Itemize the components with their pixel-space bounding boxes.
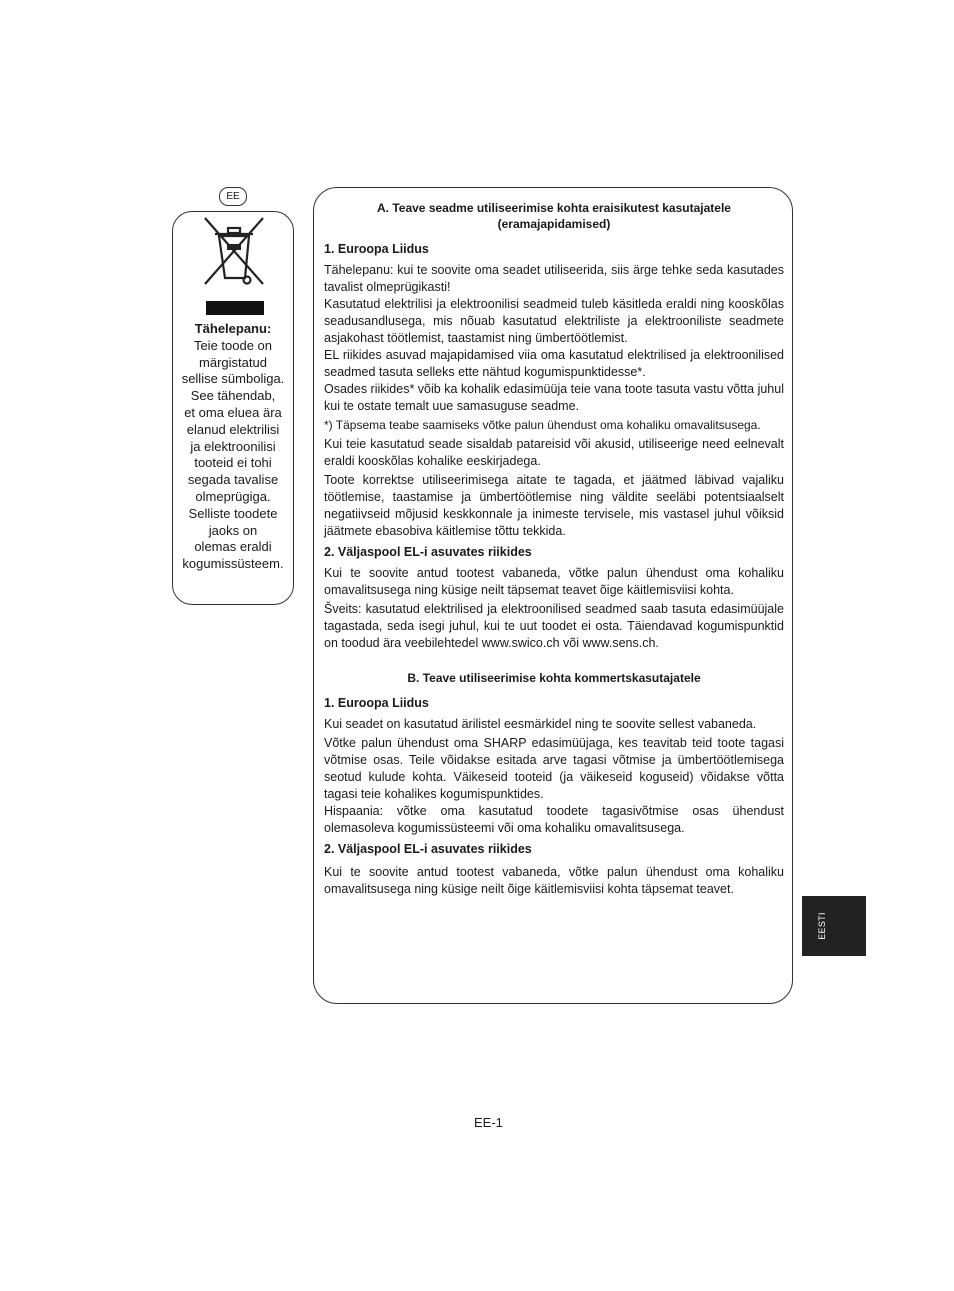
weee-notice-box bbox=[172, 211, 294, 605]
sidebar-line: olmeprügiga. bbox=[195, 488, 271, 504]
paragraph: Kui seadet on kasutatud ärilistel eesmärkidel ning te soovite sellest vabaneda. bbox=[324, 717, 757, 731]
paragraph: Kui te soovite antud tootest vabaneda, võtke palun ühendust oma kohaliku omavalitsusega ning küsige neilt õige käitlemisviisi kohta täpsemat teavet. bbox=[324, 865, 784, 896]
paragraph: EL riikides asuvad majapidamised viia oma kasutatud elektrilised ja elektroonilised seadmed tasuta selleks ette nähtud kogumispunktidesse*. bbox=[324, 348, 784, 379]
sidebar-line: ja elektroonilisi bbox=[190, 438, 276, 454]
sidebar-line: Selliste toodete bbox=[188, 505, 278, 521]
page-number: EE-1 bbox=[474, 1115, 503, 1130]
section-a-sub2: 2. Väljaspool EL-i asuvates riikides bbox=[324, 545, 532, 559]
sidebar-line: tooteid ei tohi bbox=[194, 455, 272, 471]
paragraph: Šveits: kasutatud elektrilised ja elektroonilised seadmed saab tasuta edasimüüjale tagastada, seda isegi juhul, kui te uut toodet ei osta. Täiendavad kogumispunktid on toodud ära veebilehtedel www.swico.ch või www.sens.ch. bbox=[324, 602, 784, 650]
paragraph: Tähelepanu: kui te soovite oma seadet utiliseerida, siis ärge tehke seda kasutades tavalist olmeprügikasti! bbox=[324, 263, 784, 294]
sidebar-line: Teie toode on bbox=[193, 337, 273, 353]
crossed-out-bin-icon bbox=[199, 214, 269, 290]
paragraph: Kui te soovite antud tootest vabaneda, võtke palun ühendust oma kohaliku omavalitsusega ning küsige neilt täpsemat teavet õige käitlemisviisi kohta. bbox=[324, 566, 784, 597]
paragraph: Kui teie kasutatud seade sisaldab patareisid või akusid, utiliseerige need eelnevalt eraldi kooskõlas kohalike eeskirjadega. bbox=[324, 437, 784, 468]
content bbox=[324, 200, 784, 898]
section-a-heading-line1: A. Teave seadme utiliseerimise kohta eraisikutest kasutajatele bbox=[377, 201, 731, 215]
sidebar-line: märgistatud bbox=[199, 354, 267, 370]
sidebar-title: Tähelepanu: bbox=[194, 321, 272, 336]
language-tab bbox=[802, 896, 866, 956]
section-b-sub2: 2. Väljaspool EL-i asuvates riikides bbox=[324, 842, 532, 856]
section-a-heading bbox=[324, 200, 784, 232]
sidebar-line: sellise sümboliga. bbox=[181, 371, 285, 387]
paragraph: Osades riikides* võib ka kohalik edasimüüja teie vana toote tasuta vastu võtta juhul kui te ostate temalt uue samasuguse seadme. bbox=[324, 382, 784, 413]
sidebar-line: et oma eluea ära bbox=[184, 404, 282, 420]
sidebar-line: kogumissüsteem. bbox=[182, 556, 284, 572]
language-badge: EE bbox=[219, 187, 247, 206]
sidebar-line: jaoks on bbox=[208, 522, 258, 538]
sidebar-text bbox=[173, 321, 293, 573]
paragraph: Hispaania: võtke oma kasutatud toodete tagasivõtmise osas ühendust olemasoleva kogumissüsteemi või oma kohaliku omavalitsusega. bbox=[324, 804, 784, 835]
paragraph: Kasutatud elektrilisi ja elektroonilisi seadmeid tuleb käsitleda eraldi ning kooskõlas seadusandlusega, mis nõuab kasutatud elektriliste ja elektrooniliste seadmete asjakohast töötlemist, taastamist ning ümbertöötlemist. bbox=[324, 297, 784, 345]
sidebar-line: See tähendab, bbox=[190, 388, 276, 404]
paragraph: Toote korrektse utiliseerimisega aitate te tagada, et jäätmed läbivad vajaliku töötlemise, taastamise ja ümbertöötlemise ning väldite seeläbi potentsiaalselt negatiivseid mõjusid keskkonnale ja inimeste tervisele, mis vastasel juhul võiksid jäätmete ebasobiva käitlemise tõttu tekkida. bbox=[324, 473, 784, 538]
section-a-sub1: 1. Euroopa Liidus bbox=[324, 242, 429, 256]
main-content-box bbox=[313, 187, 793, 1004]
footnote: *) Täpsema teabe saamiseks võtke palun ühendust oma kohaliku omavalitsusega. bbox=[324, 418, 761, 432]
sidebar-line: olemas eraldi bbox=[194, 539, 272, 555]
sidebar-line: elanud elektrilisi bbox=[186, 421, 280, 437]
section-b-sub1: 1. Euroopa Liidus bbox=[324, 696, 429, 710]
black-bar bbox=[206, 301, 264, 315]
sidebar-line: segada tavalise bbox=[187, 472, 279, 488]
section-a-heading-line2: (eramajapidamised) bbox=[497, 217, 611, 231]
paragraph: Võtke palun ühendust oma SHARP edasimüüjaga, kes teavitab teid toote tagasi võtmise osas. Teile võidakse esitada arve tagasi võtmise ja ümbertöötlemisega seotud kulude kohta. Väikeseid tooteid (ja väikeseid koguseid) võidakse võtta tagasi teie kohalikes kogumispunktides. bbox=[324, 736, 784, 801]
language-tab-label: EESTI bbox=[816, 912, 827, 940]
section-b-heading: B. Teave utiliseerimise kohta kommertskasutajatele bbox=[407, 671, 701, 685]
